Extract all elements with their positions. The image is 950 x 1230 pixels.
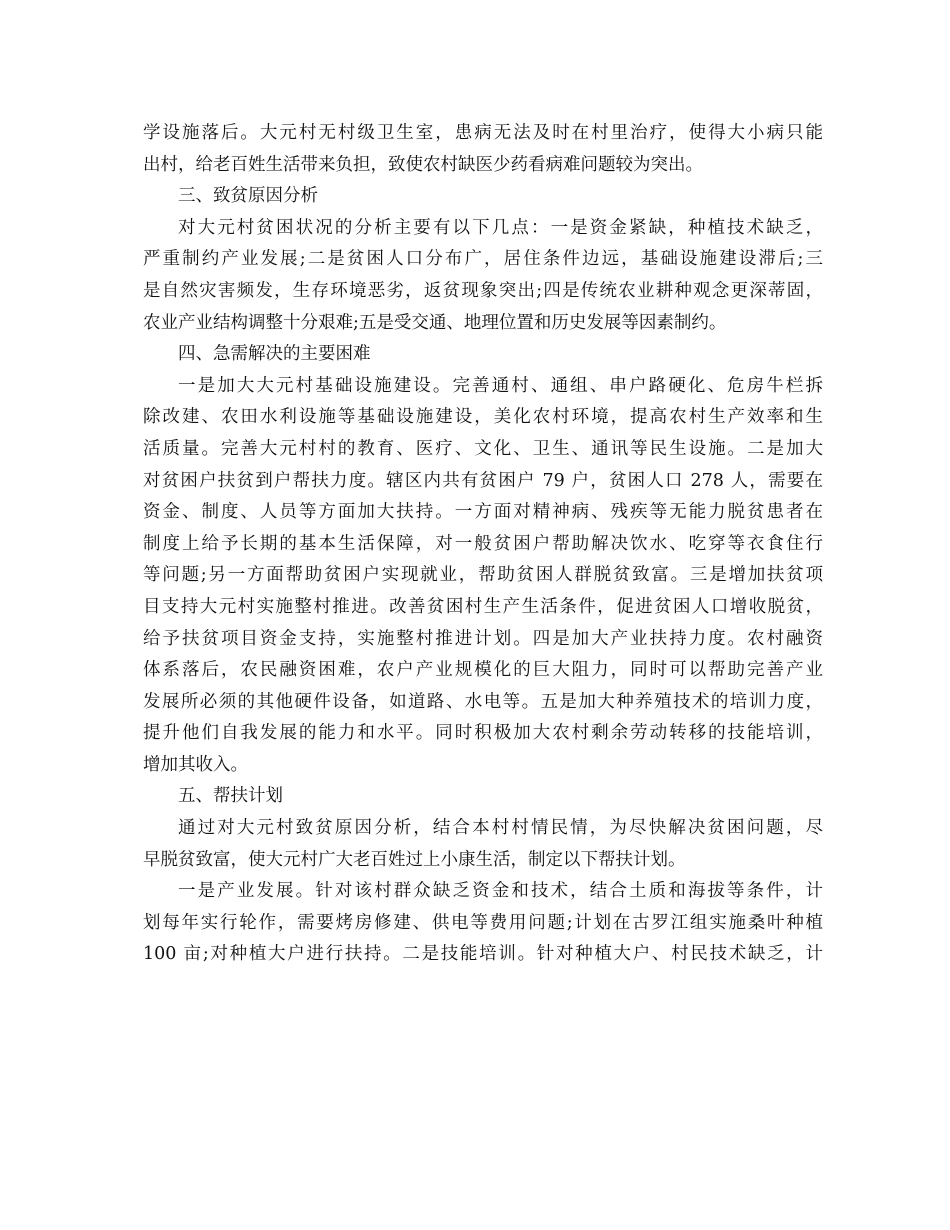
text-line: 资金、制度、人员等方面加大扶持。一方面对精神病、残疾等无能力脱贫患者在 — [143, 502, 823, 523]
text-line: 五、帮扶计划 — [178, 786, 283, 807]
text-line: 严重制约产业发展;二是贫困人口分布广，居住条件边远，基础设施建设滞后;三 — [143, 249, 823, 270]
text-line: 对大元村贫困状况的分析主要有以下几点：一是资金紧缺，种植技术缺乏， — [178, 217, 823, 238]
section-heading — [143, 781, 823, 813]
text-line: 划每年实行轮作，需要烤房修建、供电等费用问题;计划在古罗江组实施桑叶种植 — [143, 912, 823, 933]
text-line: 目支持大元村实施整村推进。改善贫困村生产生活条件，促进贫困人口增收脱贫， — [143, 596, 823, 617]
text-line: 提升他们自我发展的能力和水平。同时积极加大农村剩余劳动转移的技能培训， — [143, 723, 823, 744]
text-line: 发展所必须的其他硬件设备，如道路、水电等。五是加大种养殖技术的培训力度， — [143, 691, 823, 712]
text-line: 一是加大大元村基础设施建设。完善通村、通组、串户路硬化、危房牛栏拆 — [178, 375, 823, 396]
text-line: 出村，给老百姓生活带来负担，致使农村缺医少药看病难问题较为突出。 — [143, 154, 703, 175]
document-body — [143, 118, 823, 971]
text-line: 早脱贫致富，使大元村广大老百姓过上小康生活，制定以下帮扶计划。 — [143, 849, 686, 870]
text-line: 是自然灾害频发，生存环境恶劣，返贫现象突出;四是传统农业耕种观念更深蒂固， — [143, 280, 823, 301]
text-line: 通过对大元村致贫原因分析，结合本村村情民情，为尽快解决贫困问题，尽 — [178, 818, 823, 839]
text-line: 等问题;另一方面帮助贫困户实现就业，帮助贫困人群脱贫致富。三是增加扶贫项 — [143, 565, 823, 586]
text-line: 对贫困户扶贫到户帮扶力度。辖区内共有贫困户 79 户，贫困人口 278 人，需要在 — [143, 470, 823, 491]
text-line: 农业产业结构调整十分艰难;五是受交通、地理位置和历史发展等因素制约。 — [143, 312, 727, 333]
body-paragraph — [143, 813, 823, 876]
body-paragraph — [143, 213, 823, 339]
text-line: 制度上给予长期的基本生活保障，对一般贫困户帮助解决饮水、吃穿等衣食住行 — [143, 533, 823, 554]
body-paragraph — [143, 876, 823, 971]
body-paragraph — [143, 118, 823, 181]
text-line: 四、急需解决的主要困难 — [178, 344, 371, 365]
section-heading — [143, 339, 823, 371]
section-heading — [143, 181, 823, 213]
text-line: 三、致贫原因分析 — [178, 186, 318, 207]
text-line: 增加其收入。 — [143, 754, 248, 775]
text-line: 学设施落后。大元村无村级卫生室，患病无法及时在村里治疗，使得大小病只能 — [143, 123, 823, 143]
text-line: 活质量。完善大元村村的教育、医疗、文化、卫生、通讯等民生设施。二是加大 — [143, 438, 823, 459]
text-line: 给予扶贫项目资金支持，实施整村推进计划。四是加大产业扶持力度。农村融资 — [143, 628, 823, 649]
body-paragraph — [143, 371, 823, 782]
text-line: 100 亩;对种植大户进行扶持。二是技能培训。针对种植大户、村民技术缺乏，计 — [143, 944, 823, 965]
text-line: 体系落后，农民融资困难，农户产业规模化的巨大阻力，同时可以帮助完善产业 — [143, 660, 823, 681]
text-line: 一是产业发展。针对该村群众缺乏资金和技术，结合土质和海拔等条件，计 — [178, 881, 823, 902]
text-line: 除改建、农田水利设施等基础设施建设，美化农村环境，提高农村生产效率和生 — [143, 407, 823, 428]
